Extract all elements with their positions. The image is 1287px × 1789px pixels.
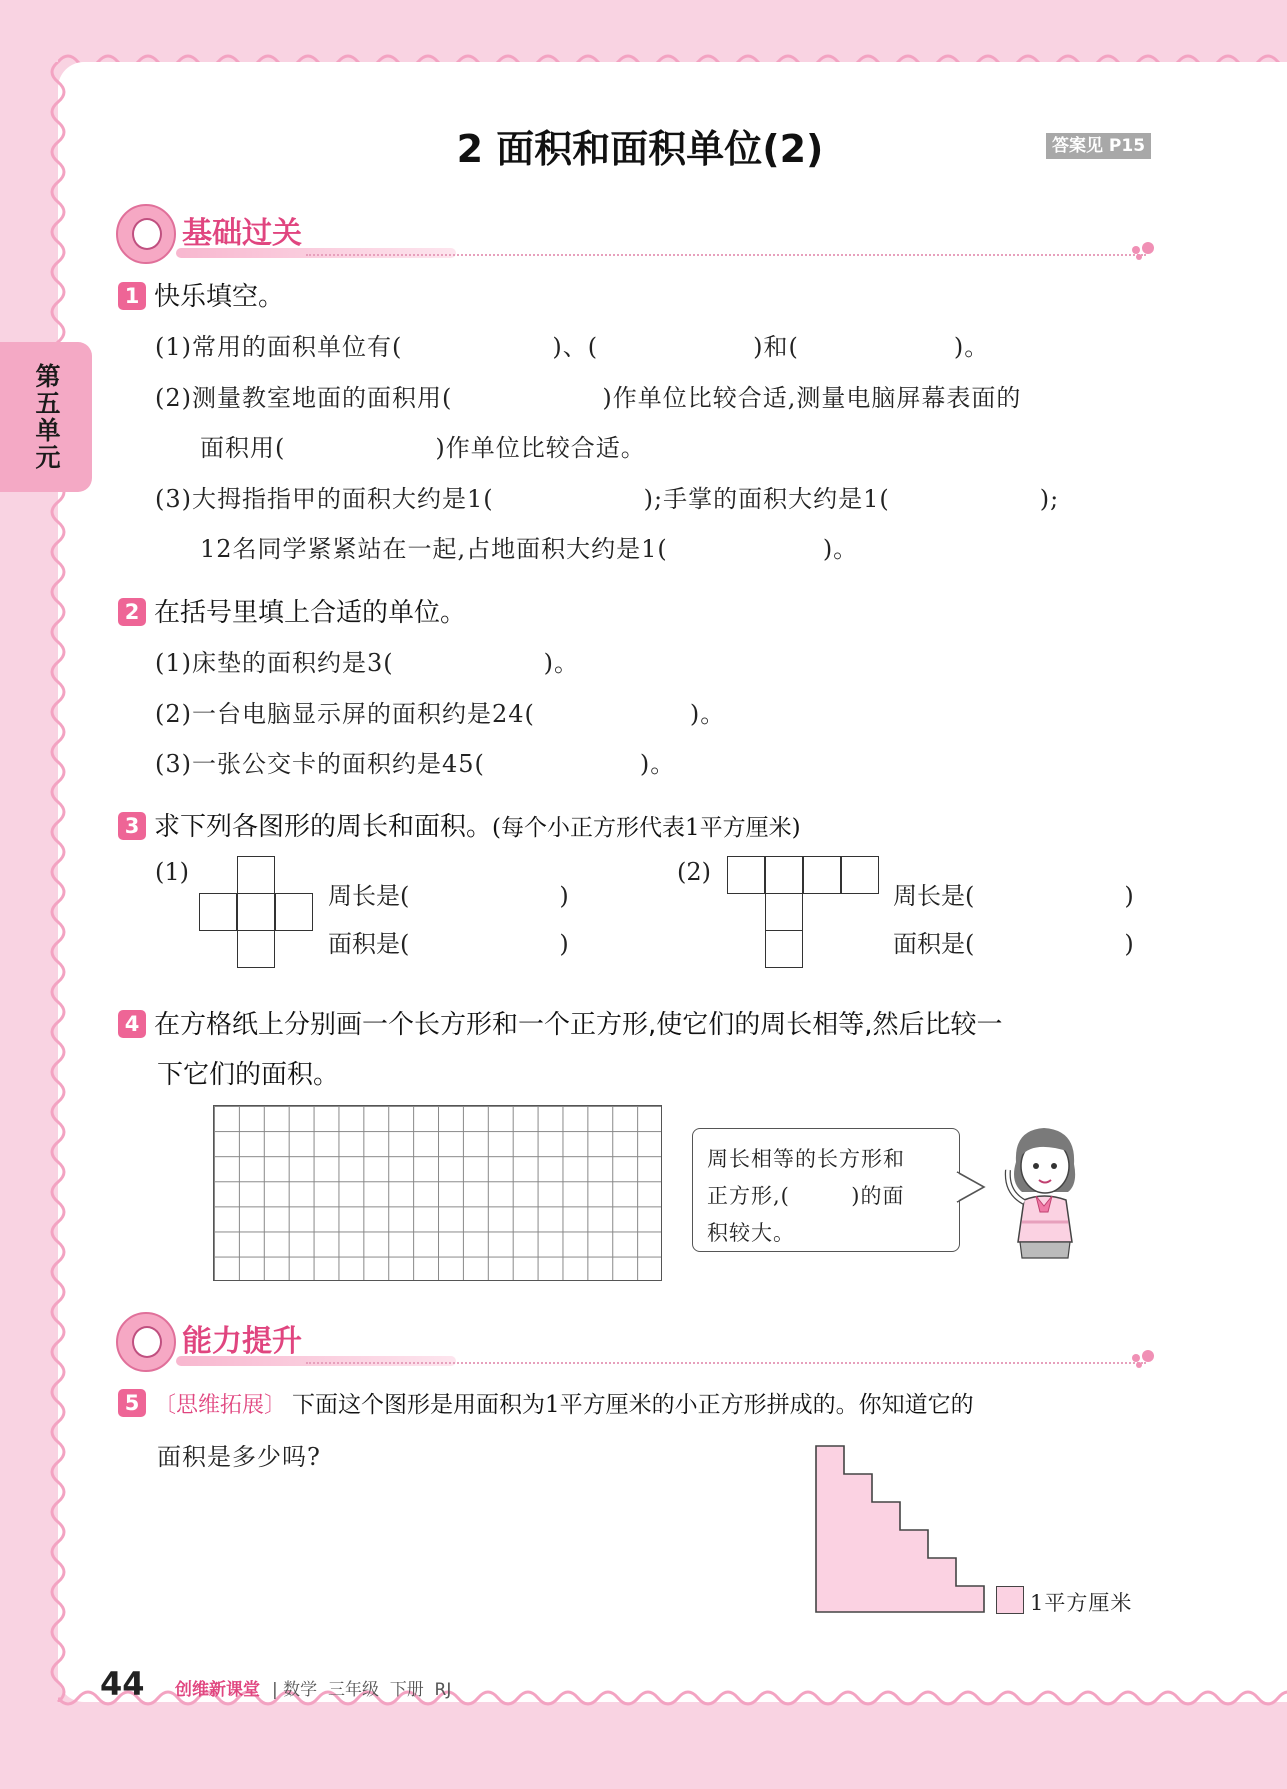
answer-reference-badge: 答案见 P15: [1046, 133, 1151, 159]
question-5-text-line-1: 下面这个图形是用面积为1平方厘米的小正方形拼成的。你知道它的: [292, 1392, 974, 1418]
footer-brand: 创维新课堂: [175, 1680, 260, 1700]
unit-tab-label: 第五单元: [32, 363, 61, 471]
unit-square: [803, 856, 841, 894]
unit-square: [237, 893, 275, 931]
q1-line-5: [200, 529, 858, 564]
q2-line-2: [155, 694, 725, 729]
mascot-icon: [116, 1312, 176, 1372]
q1-1-text-d: )。: [953, 333, 990, 361]
figure-1-perimeter-line: [328, 876, 569, 911]
mascot-icon: [116, 204, 176, 264]
question-2-heading: [118, 592, 466, 629]
q1-2-text-b: )作单位比较合适,测量电脑屏幕表面的: [602, 384, 1022, 412]
close-paren: ): [559, 882, 569, 910]
page-number: 44: [100, 1665, 145, 1703]
question-3-heading: [118, 806, 801, 843]
question-1-heading: [118, 276, 284, 313]
bubble-line-1: 周长相等的长方形和: [707, 1147, 905, 1171]
q1-4-text-a: (3)大拇指指甲的面积大约是1(: [155, 485, 494, 513]
section-divider: [306, 1362, 1146, 1364]
section-basic-header: [116, 204, 1158, 260]
unit-square: [275, 893, 313, 931]
q1-4-text-c: );: [1039, 485, 1060, 513]
close-paren: ): [1124, 930, 1134, 958]
section-divider: [306, 254, 1146, 256]
q2-line-3: [155, 744, 675, 779]
q1-1-text-c: )和(: [753, 333, 799, 361]
drawing-grid-paper[interactable]: [213, 1105, 662, 1281]
footer-book-info: | 数学 三年级 下册 RJ: [272, 1680, 452, 1700]
figure-1-label: (1): [155, 858, 189, 886]
question-4-title-line-2: 下它们的面积。: [157, 1060, 340, 1090]
question-number-badge: 4: [118, 1010, 146, 1038]
q1-line-2: [155, 378, 1021, 413]
unit-square-legend: [996, 1586, 1024, 1614]
q1-line-1: [155, 327, 989, 362]
q1-1-text-a: (1)常用的面积单位有(: [155, 333, 403, 361]
figure-2-perimeter-line: [893, 876, 1134, 911]
q1-3-text-a: 面积用(: [200, 434, 286, 462]
q1-4-text-b: );手掌的面积大约是1(: [643, 485, 890, 513]
question-number-badge: 5: [118, 1389, 146, 1417]
question-1-title: 快乐填空。: [154, 282, 285, 312]
page-title: 2 面积和面积单位(2): [456, 127, 824, 171]
q1-line-4: [155, 479, 1059, 514]
figure-2-label: (2): [677, 858, 711, 886]
question-3-note: (每个小正方形代表1平方厘米): [492, 815, 801, 841]
question-5-tag: 〔思维拓展〕: [154, 1393, 287, 1418]
unit-square-legend-label: 1平方厘米: [1030, 1591, 1133, 1615]
question-number-badge: 1: [118, 282, 146, 310]
unit-square: [727, 856, 765, 894]
unit-square: [765, 893, 803, 931]
unit-square: [199, 893, 237, 931]
q2-1-text-b: )。: [543, 649, 580, 677]
figure-1-area-line: [328, 924, 569, 959]
speech-bubble: [692, 1128, 960, 1252]
q2-1-text-a: (1)床垫的面积约是3(: [155, 649, 394, 677]
q1-3-text-b: )作单位比较合适。: [435, 434, 646, 462]
question-5-text-line-2: 面积是多少吗?: [157, 1443, 321, 1471]
question-number-badge: 3: [118, 812, 146, 840]
question-4-title-line-1: 在方格纸上分别画一个长方形和一个正方形,使它们的周长相等,然后比较一: [154, 1010, 1003, 1040]
q2-line-1: [155, 643, 579, 678]
section-advanced-label: 能力提升: [182, 1324, 302, 1359]
bubble-line-2: 正方形,( )的面: [707, 1184, 905, 1208]
question-5-heading: [118, 1386, 974, 1419]
dots-icon: [1132, 1350, 1158, 1370]
perimeter-label: 周长是(: [893, 882, 975, 910]
q1-1-text-b: )、(: [552, 333, 599, 361]
section-basic-label: 基础过关: [182, 216, 302, 251]
bubble-line-3: 积较大。: [707, 1221, 795, 1245]
figure-2-area-line: [893, 924, 1134, 959]
close-paren: ): [559, 930, 569, 958]
area-label: 面积是(: [893, 930, 975, 958]
unit-square: [841, 856, 879, 894]
girl-character-icon: [994, 1122, 1094, 1262]
q1-5-text-b: )。: [822, 535, 859, 563]
left-wave-border: [44, 62, 66, 1702]
q1-line-3: [200, 428, 646, 463]
unit-square: [237, 856, 275, 894]
unit-square: [765, 930, 803, 968]
q2-3-text-b: )。: [639, 750, 676, 778]
perimeter-label: 周长是(: [328, 882, 410, 910]
unit-square: [765, 856, 803, 894]
question-number-badge: 2: [118, 598, 146, 626]
q1-2-text-a: (2)测量教室地面的面积用(: [155, 384, 453, 412]
close-paren: ): [1124, 882, 1134, 910]
q1-5-text-a: 12名同学紧紧站在一起,占地面积大约是1(: [200, 535, 668, 563]
section-advanced-header: [116, 1312, 1158, 1368]
q2-3-text-a: (3)一张公交卡的面积约是45(: [155, 750, 485, 778]
q2-2-text-b: )。: [689, 700, 726, 728]
question-3-title: 求下列各图形的周长和面积。: [154, 812, 493, 842]
q2-2-text-a: (2)一台电脑显示屏的面积约是24(: [155, 700, 535, 728]
speech-bubble-tail: [956, 1170, 986, 1204]
question-4-heading: [118, 1004, 1003, 1041]
unit-square: [237, 930, 275, 968]
staircase-shape: [810, 1440, 990, 1616]
area-label: 面积是(: [328, 930, 410, 958]
dots-icon: [1132, 242, 1158, 262]
unit-side-tab: [0, 342, 92, 492]
question-2-title: 在括号里填上合适的单位。: [154, 598, 467, 628]
